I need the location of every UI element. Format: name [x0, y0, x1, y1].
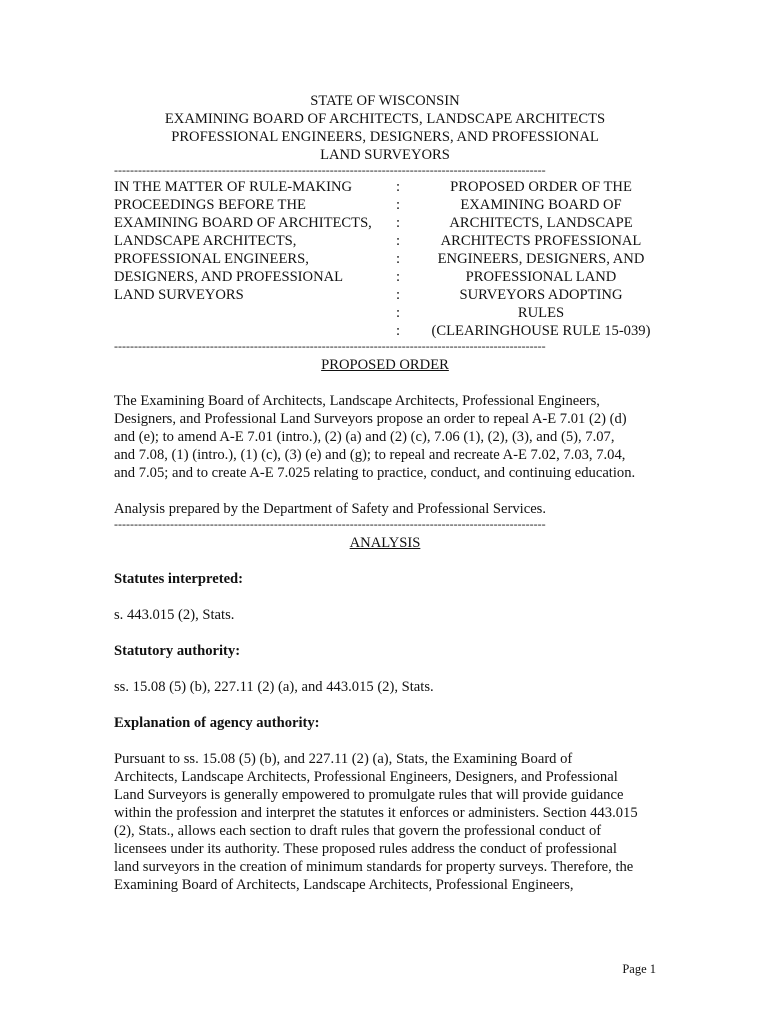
document-heading	[114, 92, 656, 164]
caption-right-line: PROFESSIONAL LAND	[465, 269, 617, 285]
document-content	[114, 92, 656, 894]
explanation-line: land surveyors in the creation of minimum standards for property surveys. Therefore, the	[114, 859, 634, 875]
statutes-interpreted-text: s. 443.015 (2), Stats.	[114, 607, 235, 623]
statutory-authority-heading: Statutory authority:	[114, 643, 241, 659]
explanation-line: Architects, Landscape Architects, Professional Engineers, Designers, and Professional	[114, 769, 618, 785]
caption-right-line: ENGINEERS, DESIGNERS, AND	[437, 251, 645, 267]
caption-right-column	[426, 178, 656, 340]
explanation-body	[114, 750, 656, 894]
caption-left-line: PROCEEDINGS BEFORE THE	[114, 197, 306, 213]
caption-right-line: ARCHITECTS, LANDSCAPE	[449, 215, 633, 231]
caption-colon: :	[396, 233, 401, 249]
explanation-line: Examining Board of Architects, Landscape Architects, Professional Engineers,	[114, 877, 574, 893]
caption-colon: :	[396, 197, 401, 213]
explanation-line: Pursuant to ss. 15.08 (5) (b), and 227.11 (2) (a), Stats, the Examining Board of	[114, 751, 573, 767]
analysis-title: ANALYSIS	[349, 535, 421, 551]
caption-colon: :	[396, 251, 401, 267]
statutes-interpreted-heading: Statutes interpreted:	[114, 571, 244, 587]
proposed-order-title: PROPOSED ORDER	[321, 357, 449, 373]
statutory-authority-text: ss. 15.08 (5) (b), 227.11 (2) (a), and 443.015 (2), Stats.	[114, 679, 434, 695]
caption-left-column	[114, 178, 386, 340]
heading-line-1: STATE OF WISCONSIN	[310, 93, 460, 109]
body-line: The Examining Board of Architects, Landscape Architects, Professional Engineers,	[114, 393, 600, 409]
caption-colon-column	[386, 178, 426, 340]
body-line: and (e); to amend A-E 7.01 (intro.), (2) (a) and (2) (c), 7.06 (1), (2), (3), and (5), 7.07,	[114, 429, 615, 445]
divider-top: ------------------------------------------------------------------------------------------------------------	[114, 164, 546, 176]
caption-colon: :	[396, 287, 401, 303]
page-number: Page 1	[622, 962, 656, 976]
caption-colon: :	[396, 179, 401, 195]
heading-line-3: PROFESSIONAL ENGINEERS, DESIGNERS, AND PROFESSIONAL	[171, 129, 599, 145]
caption-left-line: PROFESSIONAL ENGINEERS,	[114, 251, 309, 267]
caption-right-line: EXAMINING BOARD OF	[460, 197, 622, 213]
caption-right-line: PROPOSED ORDER OF THE	[450, 179, 632, 195]
divider-analysis: ------------------------------------------------------------------------------------------------------------	[114, 518, 546, 530]
caption-left-line: DESIGNERS, AND PROFESSIONAL	[114, 269, 344, 285]
caption-right-line: SURVEYORS ADOPTING	[459, 287, 623, 303]
caption-right-line: ARCHITECTS PROFESSIONAL	[440, 233, 642, 249]
caption-right-line: RULES	[517, 305, 565, 321]
heading-line-4: LAND SURVEYORS	[320, 147, 450, 163]
body-line: and 7.05; and to create A-E 7.025 relating to practice, conduct, and continuing education.	[114, 465, 636, 481]
body-line: and 7.08, (1) (intro.), (1) (c), (3) (e) and (g); to repeal and recreate A-E 7.02, 7.03, 7.04,	[114, 447, 626, 463]
proposed-order-body	[114, 392, 656, 482]
explanation-heading: Explanation of agency authority:	[114, 715, 320, 731]
analysis-prepared-by: Analysis prepared by the Department of Safety and Professional Services.	[114, 501, 547, 517]
caption-colon: :	[396, 323, 401, 339]
caption-left-line: EXAMINING BOARD OF ARCHITECTS,	[114, 215, 372, 231]
caption-left-line: LAND SURVEYORS	[114, 287, 244, 303]
caption-colon: :	[396, 269, 401, 285]
heading-line-2: EXAMINING BOARD OF ARCHITECTS, LANDSCAPE ARCHITECTS	[164, 111, 606, 127]
divider-caption-bottom: ------------------------------------------------------------------------------------------------------------	[114, 340, 546, 352]
caption-left-line: IN THE MATTER OF RULE-MAKING	[114, 179, 353, 195]
explanation-line: (2), Stats., allows each section to draft rules that govern the professional conduct of	[114, 823, 602, 839]
caption-colon: :	[396, 305, 401, 321]
caption-colon: :	[396, 215, 401, 231]
caption-left-line: LANDSCAPE ARCHITECTS,	[114, 233, 297, 249]
case-caption	[114, 178, 656, 340]
explanation-line: within the profession and interpret the statutes it enforces or administers. Section 443.015	[114, 805, 638, 821]
explanation-line: licensees under its authority. These proposed rules address the conduct of professional	[114, 841, 617, 857]
caption-right-line: (CLEARINGHOUSE RULE 15-039)	[431, 323, 651, 339]
body-line: Designers, and Professional Land Surveyors propose an order to repeal A-E 7.01 (2) (d)	[114, 411, 627, 427]
explanation-line: Land Surveyors is generally empowered to promulgate rules that will provide guidance	[114, 787, 624, 803]
